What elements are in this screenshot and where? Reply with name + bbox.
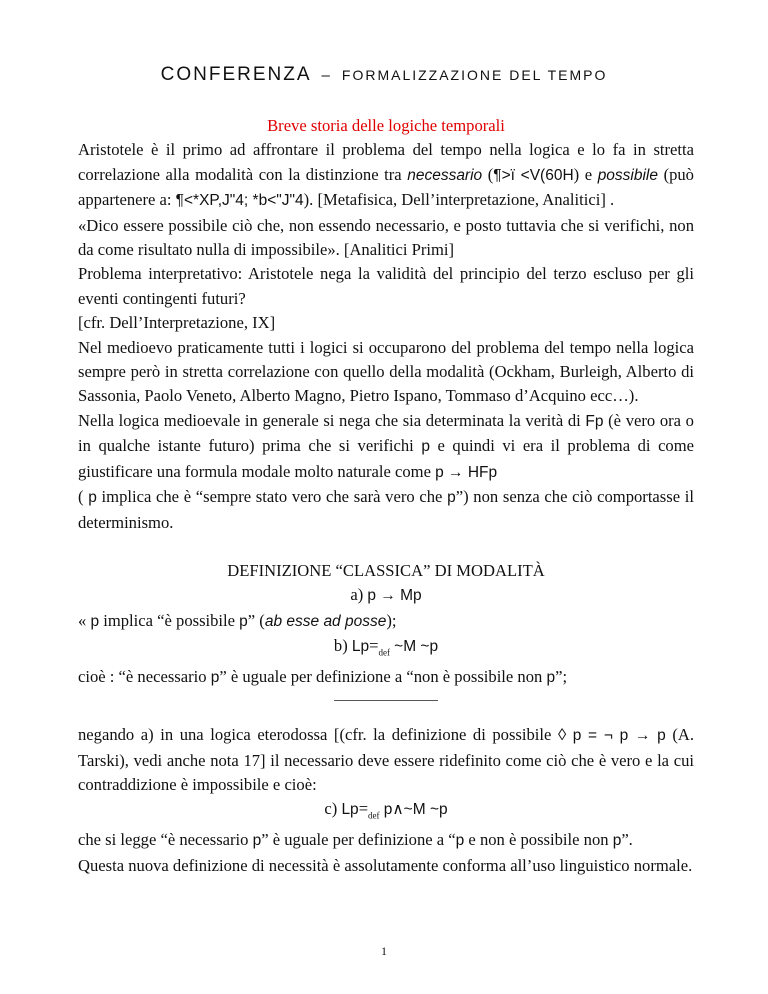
symbol-p: p bbox=[88, 489, 97, 507]
paragraph-medioevo: Nel medioevo praticamente tutti i logici si occuparono del problema del tempo nella logica sempre però in stretta correlazione con quello della modalità (Ockham, Burleigh, Alberto di Sassonia, Paolo Veneto, Alberto Magno, Pietro Ispano, Tommaso d’Acquino ecc…). bbox=[78, 337, 694, 406]
symbol-p: p bbox=[546, 668, 556, 686]
header-subtitle: FORMALIZZAZIONE DEL TEMPO bbox=[341, 67, 608, 83]
text-run: ); bbox=[386, 610, 397, 630]
paragraph-implica bbox=[78, 485, 694, 535]
greek-necessario: ¶>ï <V(60H bbox=[493, 166, 574, 184]
definition-label: b) bbox=[333, 636, 348, 656]
text-run: ”) non senza che ciò comportasse il determinismo. bbox=[78, 487, 694, 532]
formula-p-and-not-m-not-p: p∧~M ~p bbox=[383, 801, 448, 819]
header-dash: – bbox=[321, 67, 332, 84]
formula-p-hfp: p → HFp bbox=[435, 463, 498, 481]
def-subscript: def bbox=[378, 647, 390, 658]
page-header bbox=[0, 64, 768, 86]
formula-tarski: p = ¬ p → p bbox=[572, 727, 666, 745]
definition-b-text bbox=[78, 665, 694, 690]
symbol-p: p bbox=[421, 438, 430, 456]
symbol-p: p bbox=[90, 612, 100, 630]
text-run: implica che è “sempre stato vero che sarà vero che bbox=[96, 487, 448, 507]
symbol-p: p bbox=[239, 612, 248, 630]
equals-sign: = bbox=[369, 636, 379, 656]
definition-a-text bbox=[78, 609, 694, 634]
text-run: implica “è possibile bbox=[99, 610, 240, 630]
text-run: ( bbox=[78, 487, 89, 507]
text-run: ). [Metafisica, Dell’interpretazione, Analitici] . bbox=[303, 190, 615, 210]
text-run: ” ( bbox=[247, 610, 265, 630]
symbol-p: p bbox=[252, 832, 262, 850]
term-necessario: necessario bbox=[407, 166, 483, 184]
text-run: ”. bbox=[621, 830, 633, 850]
text-run: (A. Tarski), vedi anche nota 17] il necessario deve essere ridefinito come ciò che è vero e la cui contraddizione è impossibile e cioè: bbox=[78, 725, 694, 795]
symbol-p: p bbox=[612, 832, 622, 850]
text-run: ” è uguale per definizione a “non è possibile non bbox=[219, 666, 547, 686]
greek-possibile: ¶<*XP,J"4; *b<"J"4 bbox=[175, 192, 304, 210]
text-run: ) e bbox=[573, 164, 598, 184]
definition-a bbox=[78, 583, 694, 608]
definition-b bbox=[78, 634, 694, 665]
formula-lp: Lp bbox=[351, 638, 370, 656]
latin-phrase: ab esse ad posse bbox=[264, 612, 387, 630]
text-run: ”; bbox=[555, 666, 568, 686]
separator-line bbox=[334, 700, 438, 701]
text-run: negando a) in una logica eterodossa [(cfr. la definizione di possibile ◊ bbox=[78, 725, 573, 745]
paragraph-si-legge bbox=[78, 828, 694, 853]
formula-p-mp: p → Mp bbox=[367, 587, 422, 605]
term-possibile: possibile bbox=[597, 166, 658, 184]
paragraph-problema: Problema interpretativo: Aristotele nega la validità del principio del terzo escluso per gli eventi contingenti futuri? bbox=[78, 264, 694, 308]
text-run: cioè : “è necessario bbox=[78, 666, 211, 686]
formula-lp: Lp bbox=[341, 801, 359, 819]
text-run: « bbox=[78, 610, 91, 630]
symbol-p: p bbox=[447, 489, 456, 507]
header-title: CONFERENZA bbox=[160, 64, 312, 85]
definition-title: DEFINIZIONE “CLASSICA” DI MODALITÀ bbox=[227, 560, 545, 580]
paragraph-conclusione: Questa nuova definizione di necessità è assolutamente conforma all’uso linguistico normale. bbox=[78, 855, 693, 875]
definition-label: c) bbox=[324, 799, 338, 819]
definition-label: a) bbox=[350, 585, 364, 605]
section-title: Breve storia delle logiche temporali bbox=[267, 116, 505, 135]
formula-not-m-not-p: ~M ~p bbox=[394, 638, 439, 656]
document-body bbox=[78, 114, 694, 878]
text-run: ” è uguale per definizione a “ bbox=[261, 830, 456, 850]
paragraph-eterodossa bbox=[78, 723, 694, 797]
formula-fp: Fp bbox=[585, 412, 604, 430]
paragraph-cfr: [cfr. Dell’Interpretazione, IX] bbox=[78, 313, 276, 333]
paragraph-logica-medioevale bbox=[78, 409, 694, 485]
text-run: ( bbox=[482, 164, 494, 184]
equals-sign: = bbox=[358, 799, 369, 819]
paragraph-aristotele bbox=[78, 138, 694, 213]
text-run: Aristotele è il primo ad affrontare il problema del tempo nella logica e lo fa in stretta correlazione alla modalità con la distinzione tra bbox=[78, 140, 694, 184]
symbol-p: p bbox=[210, 668, 220, 686]
paragraph-quote: «Dico essere possibile ciò che, non essendo necessario, e posto tuttavia che si verifichi, non da come risultato nulla di impossibile». [Analitici Primi] bbox=[78, 215, 694, 260]
text-run: e non è possibile non bbox=[464, 830, 613, 850]
text-run: (può appartenere a: bbox=[78, 164, 694, 210]
symbol-p: p bbox=[455, 832, 465, 850]
text-run: (è vero ora o in qualche istante futuro) prima che si verifichi bbox=[78, 410, 694, 456]
text-run: e quindi vi era il problema di come giustificare una formula modale molto naturale come bbox=[78, 436, 694, 481]
definition-c bbox=[78, 797, 694, 828]
text-run: che si legge “è necessario bbox=[78, 830, 253, 850]
text-run: Nella logica medioevale in generale si nega che sia determinata la verità di bbox=[78, 410, 586, 430]
page-number: 1 bbox=[381, 944, 387, 958]
def-subscript: def bbox=[368, 810, 380, 821]
